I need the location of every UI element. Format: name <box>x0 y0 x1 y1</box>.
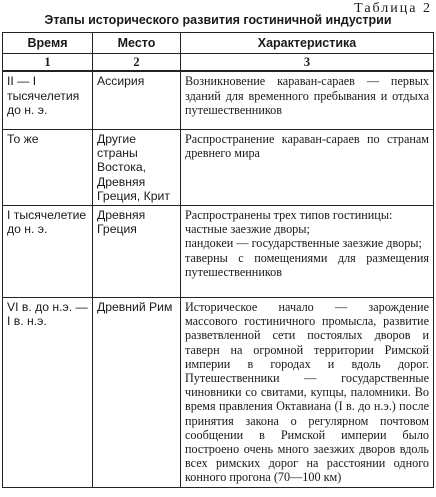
characteristic-cell <box>181 297 434 487</box>
table-label: Таблица 2 <box>354 1 432 16</box>
characteristic-line: пандокеи — государственные заезжие дворы; <box>185 236 422 251</box>
table-row <box>3 205 434 297</box>
place-cell: Древняя Греция <box>93 205 181 297</box>
time-cell: VI в. до н.э. — I в. н.э. <box>3 297 93 487</box>
table-row <box>3 71 434 129</box>
table-header-row <box>3 33 434 54</box>
time-cell: II — I тысячелетия до н. э. <box>3 71 93 129</box>
column-header-time: Время <box>3 33 93 54</box>
characteristic-cell <box>181 205 434 297</box>
column-number-1: 1 <box>3 54 93 72</box>
place-cell: Ассирия <box>93 71 181 129</box>
characteristic-cell <box>181 129 434 205</box>
table-row <box>3 297 434 487</box>
column-header-place: Место <box>93 33 181 54</box>
time-cell: I тысячелетие до н. э. <box>3 205 93 297</box>
characteristic-cell <box>181 71 434 129</box>
characteristic-line: Распространение караван-сараев по странам древнего мира <box>185 131 429 161</box>
time-cell: То же <box>3 129 93 205</box>
characteristic-line: таверны с помещениями для размещения путешественников <box>185 250 429 279</box>
place-cell: Другие страны Востока, Древняя Греция, Крит <box>93 129 181 205</box>
column-number-3: 3 <box>181 54 434 72</box>
characteristic-line: Историческое начало — зарождение массового гостиничного промысла, развитие разветвленной сети постоялых дворов и таверн на огромной территории Римской империи в городах и вдоль дорог. Путешественники — государственные чиновники со свитами, купцы, паломники. Во время правления Октавиана (I в. до н.э.) после принятия закона о регулярном почтовом сообщении в Римской империи было построено очень много заезжих дворов вдоль всех римских дорог на расстоянии одного конного прогона (70—100 км) <box>185 299 429 485</box>
column-number-2: 2 <box>93 54 181 72</box>
characteristic-line: частные заезжие дворы; <box>185 222 310 237</box>
table-row <box>3 129 434 205</box>
characteristic-line: Возникновение караван-сараев — первых зданий для временного пребывания и отдыха путешественников <box>185 74 429 117</box>
place-cell: Древний Рим <box>93 297 181 487</box>
table-title: Этапы исторического развития гостиничной индустрии <box>44 13 392 27</box>
column-header-characteristic: Характеристика <box>181 33 434 54</box>
history-table <box>2 32 434 488</box>
column-number-row <box>3 54 434 72</box>
characteristic-line: Распространены трех типов гостиницы: <box>185 207 393 222</box>
